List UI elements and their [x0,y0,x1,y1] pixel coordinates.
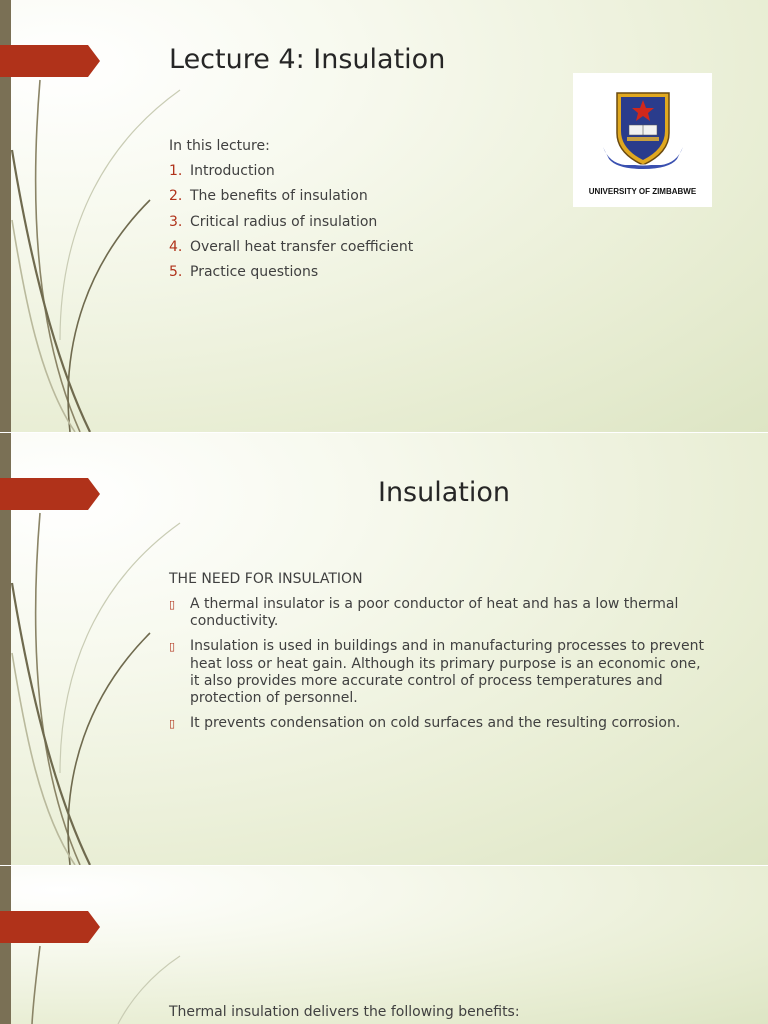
slide-2 [0,433,768,865]
title-arrow-marker [0,45,100,77]
slide-body-text: Thermal insulation delivers the following benefits: [169,1004,520,1020]
logo-caption: UNIVERSITY OF ZIMBABWE [588,187,697,196]
list-item: ▯ Insulation is used in buildings and in manufacturing processes to prevent heat loss or heat gain. Although its primary purpose is an economic one, it also provides more accurate control of process temperatures and protection of personnel. [169,638,704,707]
section-heading: THE NEED FOR INSULATION [169,571,363,587]
lecture-intro: In this lecture: [169,138,270,154]
list-item: 5. Practice questions [169,264,319,281]
lecture-outline-list [169,163,413,289]
list-item: 3. Critical radius of insulation [169,213,378,230]
crest-icon [573,73,712,185]
university-logo [573,73,712,207]
bullet-icon: ▯ [169,598,176,611]
decorative-curves [0,866,200,1024]
slide-3 [0,866,768,1024]
slide-title: Insulation [377,477,511,508]
slide-title: Lecture 4: Insulation [169,44,446,75]
list-item: ▯ A thermal insulator is a poor conductor of heat and has a low thermal conductivity. [169,596,679,630]
bullet-list [169,596,709,740]
bullet-icon: ▯ [169,717,176,731]
title-arrow-marker [0,911,100,943]
list-item: 4. Overall heat transfer coefficient [169,238,414,255]
list-item: ▯ It prevents condensation on cold surfaces and the resulting corrosion. [169,715,681,732]
list-item: 2. The benefits of insulation [169,188,368,205]
slide-1 [0,0,768,432]
bullet-icon: ▯ [169,640,176,654]
list-item: 1. Introduction [169,163,275,179]
